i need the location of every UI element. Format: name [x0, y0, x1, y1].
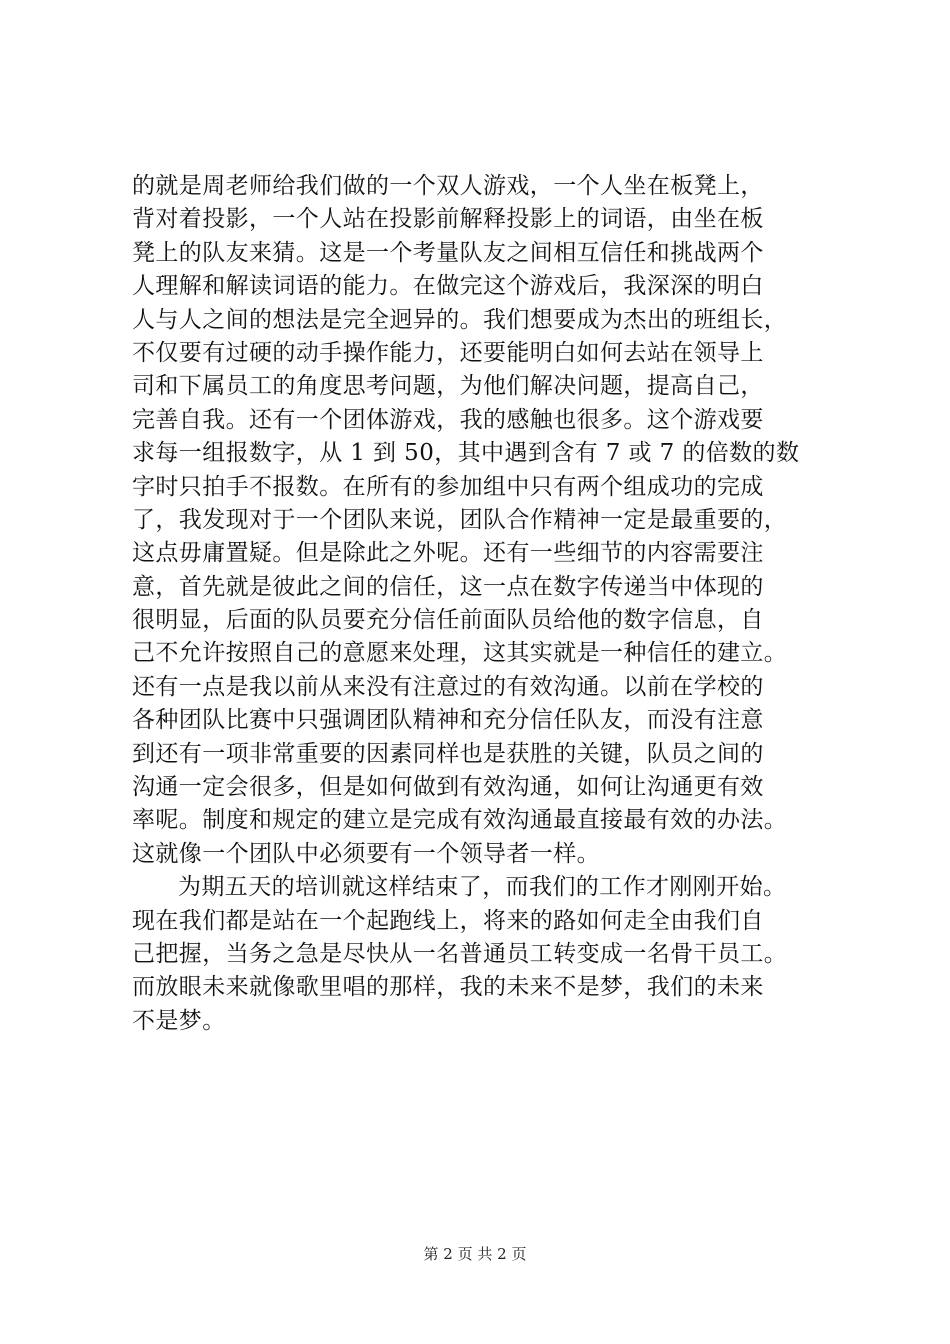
text-line: 完善自我。还有一个团体游戏，我的感触也很多。这个游戏要 — [132, 406, 764, 433]
text-line: 求每一组报数字，从 1 到 50，其中遇到含有 7 或 7 的倍数的数 — [132, 440, 800, 467]
text-line: 己不允许按照自己的意愿来处理，这其实就是一种信任的建立。 — [132, 640, 788, 667]
text-line: 还有一点是我以前从来没有注意过的有效沟通。以前在学校的 — [132, 673, 764, 700]
page-footer — [0, 1244, 950, 1264]
text-line: 意，首先就是彼此之间的信任，这一点在数字传递当中体现的 — [132, 573, 764, 600]
text-line: 己把握，当务之急是尽快从一名普通员工转变成一名骨干员工。 — [132, 940, 788, 967]
text-line: 的就是周老师给我们做的一个双人游戏，一个人坐在板凳上， — [132, 173, 764, 199]
text-line: 各种团队比赛中只强调团队精神和充分信任队友，而没有注意 — [132, 707, 764, 734]
paragraph-start-line: 为期五天的培训就这样结束了，而我们的工作才刚刚开始。 — [178, 874, 787, 901]
text-line: 沟通一定会很多，但是如何做到有效沟通，如何让沟通更有效 — [132, 774, 764, 801]
text-line: 背对着投影，一个人站在投影前解释投影上的词语，由坐在板 — [132, 206, 764, 233]
text-line: 这就像一个团队中必须要有一个领导者一样。 — [132, 840, 600, 867]
text-line: 这点毋庸置疑。但是除此之外呢。还有一些细节的内容需要注 — [132, 540, 764, 567]
page-number-label: 第 2 页 共 2 页 — [423, 1245, 527, 1263]
text-line: 不是梦。 — [132, 1007, 226, 1034]
text-line: 字时只拍手不报数。在所有的参加组中只有两个组成功的完成 — [132, 473, 764, 500]
text-line: 现在我们都是站在一个起跑线上，将来的路如何走全由我们自 — [132, 907, 764, 934]
text-line: 凳上的队友来猜。这是一个考量队友之间相互信任和挑战两个 — [132, 239, 764, 266]
text-line: 司和下属员工的角度思考问题，为他们解决问题，提高自己， — [132, 373, 764, 400]
text-line: 不仅要有过硬的动手操作能力，还要能明白如何去站在领导上 — [132, 339, 764, 366]
text-line: 很明显，后面的队员要充分信任前面队员给他的数字信息，自 — [132, 607, 764, 634]
text-line: 而放眼未来就像歌里唱的那样，我的未来不是梦，我们的未来 — [132, 974, 764, 1001]
text-line: 率呢。制度和规定的建立是完成有效沟通最直接最有效的办法。 — [132, 807, 788, 834]
body-text — [132, 170, 832, 1038]
text-line: 人理解和解读词语的能力。在做完这个游戏后，我深深的明白 — [132, 273, 764, 300]
text-line: 了，我发现对于一个团队来说，团队合作精神一定是最重要的， — [132, 506, 788, 533]
text-line: 到还有一项非常重要的因素同样也是获胜的关键，队员之间的 — [132, 740, 764, 767]
text-line: 人与人之间的想法是完全迥异的。我们想要成为杰出的班组长， — [132, 306, 788, 333]
